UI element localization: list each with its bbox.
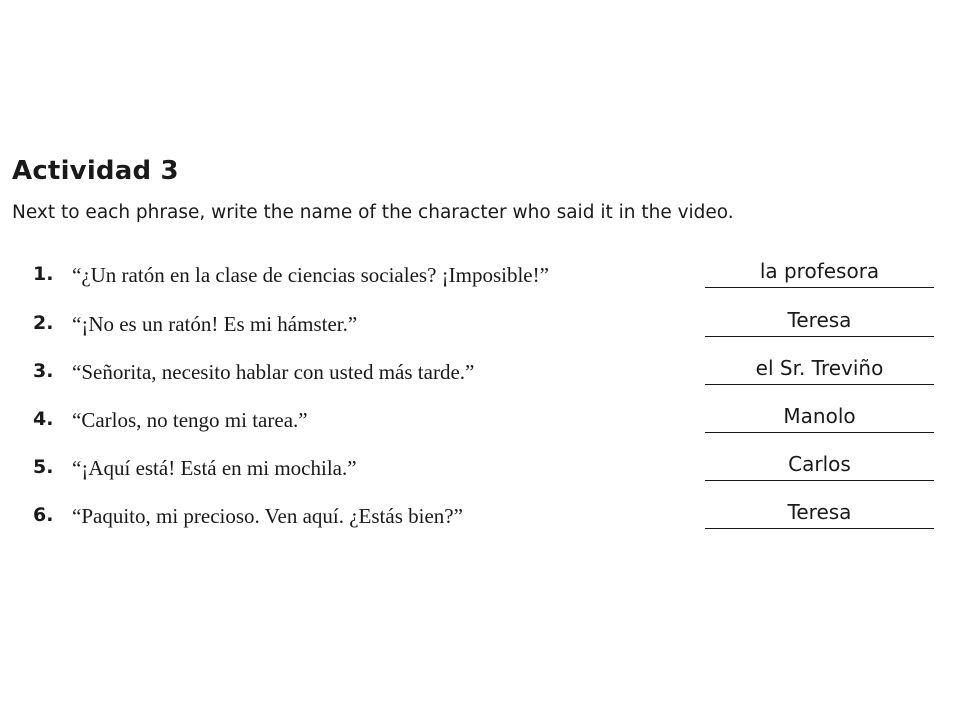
- question-item-5: [0, 454, 960, 484]
- question-number: 6.: [33, 504, 54, 526]
- question-number: 2.: [33, 312, 54, 334]
- question-quote: “¡No es un ratón! Es mi hámster.”: [72, 312, 358, 336]
- answer-line: [705, 287, 934, 288]
- question-quote: “Paquito, mi precioso. Ven aquí. ¿Estás bien?”: [72, 504, 463, 528]
- question-quote: “¡Aquí está! Está en mi mochila.”: [72, 456, 357, 480]
- question-number: 4.: [33, 408, 54, 430]
- handwritten-answer: Teresa: [787, 500, 852, 524]
- answer-line: [705, 384, 934, 385]
- question-item-6: [0, 502, 960, 532]
- question-item-1: [0, 261, 960, 291]
- question-quote: “¿Un ratón en la clase de ciencias sociales? ¡Imposible!”: [72, 263, 549, 287]
- activity-instructions: Next to each phrase, write the name of the character who said it in the video.: [12, 202, 734, 223]
- question-quote: “Señorita, necesito hablar con usted más tarde.”: [72, 360, 475, 384]
- handwritten-answer: el Sr. Treviño: [755, 356, 884, 380]
- question-item-2: [0, 310, 960, 340]
- question-quote: “Carlos, no tengo mi tarea.”: [72, 408, 308, 432]
- question-item-4: [0, 406, 960, 436]
- answer-line: [705, 432, 934, 433]
- activity-title: Actividad 3: [12, 156, 179, 186]
- answer-line: [705, 336, 934, 337]
- question-number: 3.: [33, 360, 54, 382]
- handwritten-answer: Carlos: [788, 452, 851, 476]
- answer-line: [705, 528, 934, 529]
- answer-line: [705, 480, 934, 481]
- question-number: 5.: [33, 456, 54, 478]
- handwritten-answer: la profesora: [759, 259, 880, 283]
- handwritten-answer: Teresa: [787, 308, 852, 332]
- question-number: 1.: [33, 263, 54, 285]
- handwritten-answer: Manolo: [783, 404, 856, 428]
- question-item-3: [0, 358, 960, 388]
